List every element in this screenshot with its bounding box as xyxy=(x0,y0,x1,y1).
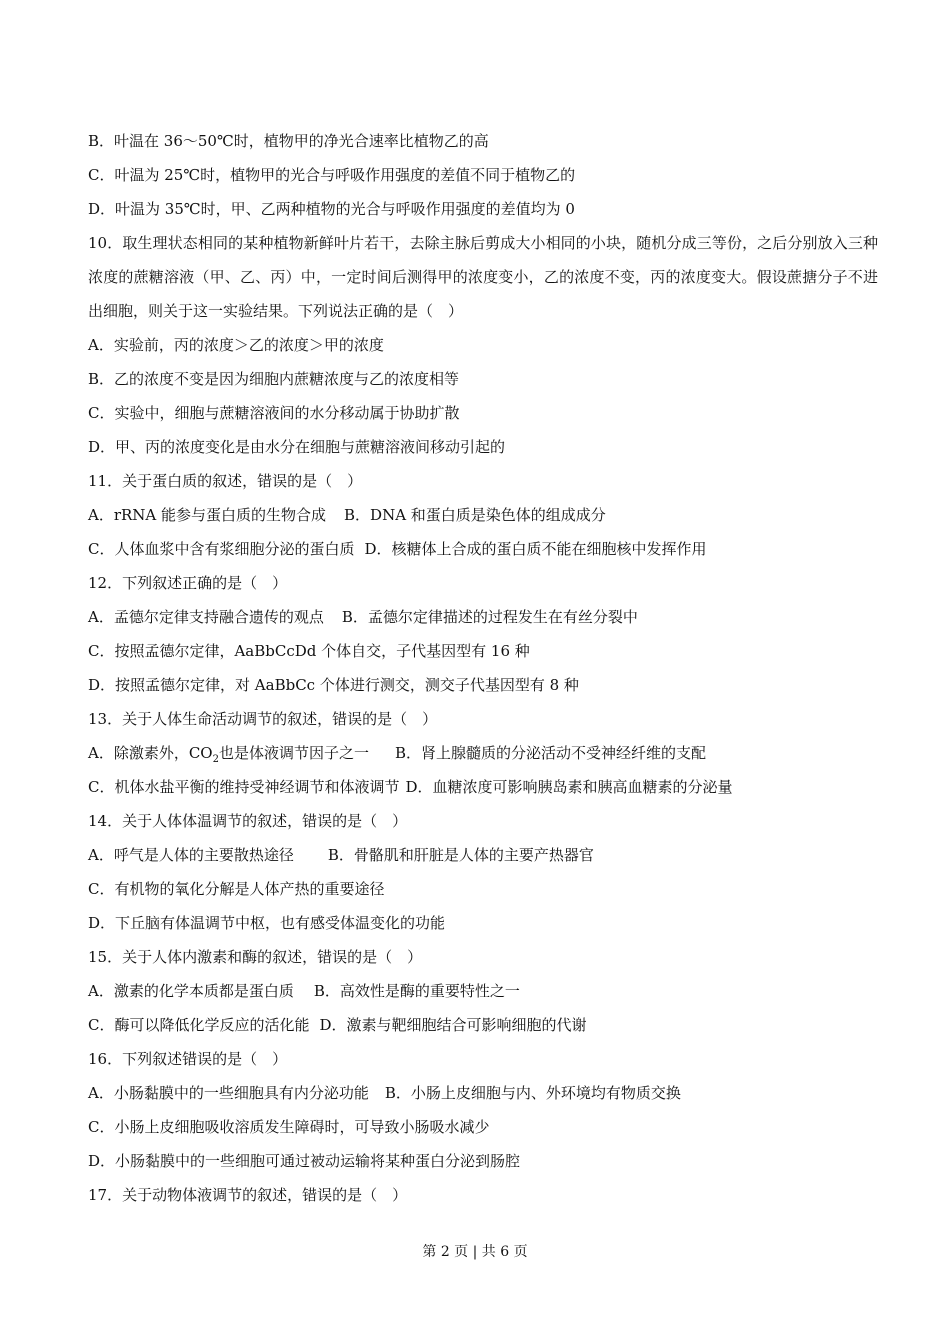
q15-options-cd xyxy=(88,1008,878,1042)
q16-option-a: A．小肠黏膜中的一些细胞具有内分泌功能 xyxy=(88,1084,369,1102)
q9-option-c: C．叶温为 25℃时，植物甲的光合与呼吸作用强度的差值不同于植物乙的 xyxy=(88,166,576,184)
q14-stem: 14．关于人体体温调节的叙述，错误的是（ ） xyxy=(88,812,408,830)
q15-option-b: B．高效性是酶的重要特性之一 xyxy=(313,982,520,1000)
q14-options-ab xyxy=(88,838,878,872)
q11-option-c: C．人体血浆中含有浆细胞分泌的蛋白质 xyxy=(88,540,355,558)
q13-option-a xyxy=(88,744,369,765)
q12-option-c: C．按照孟德尔定律，AaBbCcDd 个体自交，子代基因型有 16 种 xyxy=(88,642,530,660)
q16-option-b: B．小肠上皮细胞与内、外环境均有物质交换 xyxy=(384,1084,681,1102)
document-body xyxy=(88,124,878,1212)
q15-option-d: D．激素与靶细胞结合可影响细胞的代谢 xyxy=(319,1016,587,1034)
q16-option-d: D．小肠黏膜中的一些细胞可通过被动运输将某种蛋白分泌到肠腔 xyxy=(88,1152,521,1170)
q12-option-b: B．孟德尔定律描述的过程发生在有丝分裂中 xyxy=(341,608,638,626)
q13-option-a-post: 也是体液调节因子之一 xyxy=(218,744,369,762)
q13-option-c: C．机体水盐平衡的维持受神经调节和体液调节 xyxy=(88,778,400,796)
q14-option-b: B．骨骼肌和肝脏是人体的主要产热器官 xyxy=(327,846,594,864)
q12-option-a: A．孟德尔定律支持融合遗传的观点 xyxy=(88,608,324,626)
q15-options-ab xyxy=(88,974,878,1008)
q9-option-d: D．叶温为 35℃时，甲、乙两种植物的光合与呼吸作用强度的差值均为 0 xyxy=(88,200,575,218)
q13-option-b: B．肾上腺髓质的分泌活动不受神经纤维的支配 xyxy=(395,744,707,762)
q10-stem: 10．取生理状态相同的某种植物新鲜叶片若干，去除主脉后剪成大小相同的小块，随机分成三等份，之后分别放入三种浓度的蔗糖溶液（甲、乙、丙）中，一定时间后测得甲的浓度变小，乙的浓度不变，丙的浓度变大。假设蔗搪分子不进出细胞，则关于这一实验结果。下列说法正确的是（ ） xyxy=(88,234,878,320)
q14-option-d: D．下丘脑有体温调节中枢，也有感受体温变化的功能 xyxy=(88,914,446,932)
q10-option-d: D．甲、丙的浓度变化是由水分在细胞与蔗糖溶液间移动引起的 xyxy=(88,438,506,456)
q17-stem: 17．关于动物体液调节的叙述，错误的是（ ） xyxy=(88,1186,408,1204)
q16-option-c: C．小肠上皮细胞吸收溶质发生障碍时，可导致小肠吸水减少 xyxy=(88,1118,490,1136)
q11-option-a: A．rRNA 能参与蛋白质的生物合成 xyxy=(88,506,327,524)
q12-stem: 12．下列叙述正确的是（ ） xyxy=(88,574,288,592)
q15-option-c: C．酶可以降低化学反应的活化能 xyxy=(88,1016,310,1034)
q11-option-d: D．核糖体上合成的蛋白质不能在细胞核中发挥作用 xyxy=(364,540,707,558)
q11-options-cd xyxy=(88,532,878,566)
q13-option-d: D．血糖浓度可影响胰岛素和胰高血糖素的分泌量 xyxy=(405,778,733,796)
q11-option-b: B．DNA 和蛋白质是染色体的组成成分 xyxy=(344,506,606,524)
q12-options-ab xyxy=(88,600,878,634)
q13-option-a-pre: A．除激素外，CO xyxy=(88,744,213,762)
q10-option-c: C．实验中，细胞与蔗糖溶液间的水分移动属于协助扩散 xyxy=(88,404,460,422)
q11-stem: 11．关于蛋白质的叙述，错误的是（ ） xyxy=(88,472,363,490)
q13-option-a-sub: 2 xyxy=(212,754,219,765)
q15-option-a: A．激素的化学本质都是蛋白质 xyxy=(88,982,294,1000)
page-footer: 第 2 页 | 共 6 页 xyxy=(422,1244,528,1260)
q9-option-b: B．叶温在 36～50℃时，植物甲的净光合速率比植物乙的高 xyxy=(88,132,489,150)
q13-options-ab xyxy=(88,736,878,770)
q16-options-ab xyxy=(88,1076,878,1110)
q14-option-c: C．有机物的氧化分解是人体产热的重要途径 xyxy=(88,880,385,898)
q13-stem: 13．关于人体生命活动调节的叙述，错误的是（ ） xyxy=(88,710,438,728)
q10-option-b: B．乙的浓度不变是因为细胞内蔗糖浓度与乙的浓度相等 xyxy=(88,370,460,388)
q11-options-ab xyxy=(88,498,878,532)
q13-options-cd xyxy=(88,770,878,804)
q16-stem: 16．下列叙述错误的是（ ） xyxy=(88,1050,288,1068)
q15-stem: 15．关于人体内激素和酶的叙述，错误的是（ ） xyxy=(88,948,423,966)
q10-option-a: A．实验前，丙的浓度＞乙的浓度＞甲的浓度 xyxy=(88,336,384,354)
q14-option-a: A．呼气是人体的主要散热途径 xyxy=(88,846,294,864)
q12-option-d: D．按照孟德尔定律，对 AaBbCc 个体进行测交，测交子代基因型有 8 种 xyxy=(88,676,579,694)
